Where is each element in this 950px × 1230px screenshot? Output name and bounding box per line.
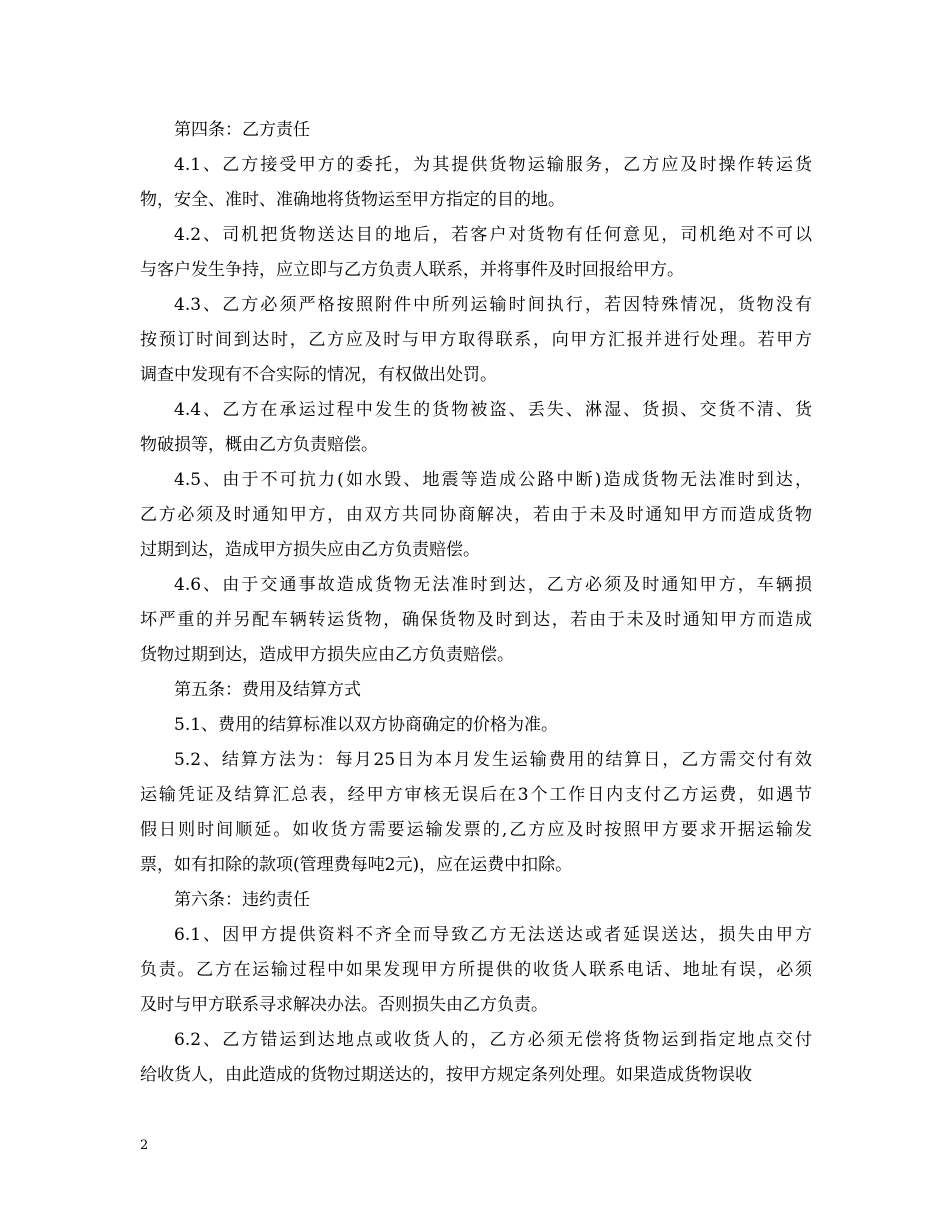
- paragraph-line: 坏严重的并另配车辆转运货物，确保货物及时到达，若由于未及时通知甲方而造成: [140, 610, 812, 630]
- paragraph-line: 乙方必须及时通知甲方，由双方共同协商解决，若由于未及时通知甲方而造成货物: [140, 505, 812, 525]
- paragraph-line: 4.3、乙方必须严格按照附件中所列运输时间执行，若因特殊情况，货物没有: [174, 295, 812, 315]
- paragraph-line: 物，安全、准时、准确地将货物运至甲方指定的目的地。: [140, 190, 565, 210]
- clause-paragraph: [140, 743, 812, 883]
- paragraph-line: 6.1、因甲方提供资料不齐全而导致乙方无法送达或者延误送达，损失由甲方: [174, 925, 812, 945]
- paragraph-line: 5.2、结算方法为：每月25日为本月发生运输费用的结算日，乙方需交付有效: [174, 750, 812, 770]
- clause-paragraph: [140, 708, 812, 743]
- paragraph-line: 票，如有扣除的款项(管理费每吨2元)，应在运费中扣除。: [140, 855, 573, 875]
- paragraph-line: 6.2、乙方错运到达地点或收货人的，乙方必须无偿将货物运到指定地点交付: [174, 1030, 812, 1050]
- paragraph-line: 4.4、乙方在承运过程中发生的货物被盗、丢失、淋湿、货损、交货不清、货: [174, 400, 812, 420]
- paragraph-line: 过期到达，造成甲方损失应由乙方负责赔偿。: [140, 540, 480, 560]
- paragraph-line: 货物过期到达，造成甲方损失应由乙方负责赔偿。: [140, 645, 514, 665]
- clause-paragraph: [140, 568, 812, 673]
- paragraph-line: 4.1、乙方接受甲方的委托，为其提供货物运输服务，乙方应及时操作转运货: [174, 155, 812, 175]
- clause-paragraph: [140, 1023, 812, 1093]
- paragraph-line: 按预订时间到达时，乙方应及时与甲方取得联系，向甲方汇报并进行处理。若甲方: [140, 330, 812, 350]
- paragraph-line: 调查中发现有不合实际的情况，有权做出处罚。: [140, 365, 497, 385]
- paragraph-line: 负责。乙方在运输过程中如果发现甲方所提供的收货人联系电话、地址有误，必须: [140, 960, 812, 980]
- paragraph-line: 4.5、由于不可抗力(如水毁、地震等造成公路中断)造成货物无法准时到达，: [174, 470, 812, 490]
- paragraph-line: 及时与甲方联系寻求解决办法。否则损失由乙方负责。: [140, 995, 548, 1015]
- section-heading: 第五条：费用及结算方式: [174, 680, 361, 700]
- section-heading: 第四条：乙方责任: [174, 120, 310, 140]
- paragraph-line: 物破损等，概由乙方负责赔偿。: [140, 435, 378, 455]
- paragraph-line: 4.2、司机把货物送达目的地后，若客户对货物有任何意见，司机绝对不可以: [174, 225, 812, 245]
- clause-paragraph: [140, 463, 812, 568]
- paragraph-line: 5.1、费用的结算标准以双方协商确定的价格为准。: [174, 715, 559, 735]
- paragraph-line: 假日则时间顺延。如收货方需要运输发票的,乙方应及时按照甲方要求开据运输发: [140, 820, 812, 840]
- clause-paragraph: [140, 218, 812, 288]
- paragraph-line: 运输凭证及结算汇总表，经甲方审核无误后在3个工作日内支付乙方运费，如遇节: [140, 785, 812, 805]
- paragraph-line: 给收货人，由此造成的货物过期送达的，按甲方规定条列处理。如果造成货物误收: [140, 1065, 752, 1085]
- paragraph-line: 与客户发生争持，应立即与乙方负责人联系，并将事件及时回报给甲方。: [140, 260, 684, 280]
- clause-paragraph: [140, 393, 812, 463]
- paragraph-line: 4.6、由于交通事故造成货物无法准时到达，乙方必须及时通知甲方，车辆损: [174, 575, 812, 595]
- clause-paragraph: [140, 148, 812, 218]
- document-body: [140, 113, 812, 1093]
- section-heading: 第六条：违约责任: [174, 890, 310, 910]
- clause-paragraph: [140, 288, 812, 393]
- page-number: 2: [140, 1138, 149, 1153]
- clause-paragraph: [140, 918, 812, 1023]
